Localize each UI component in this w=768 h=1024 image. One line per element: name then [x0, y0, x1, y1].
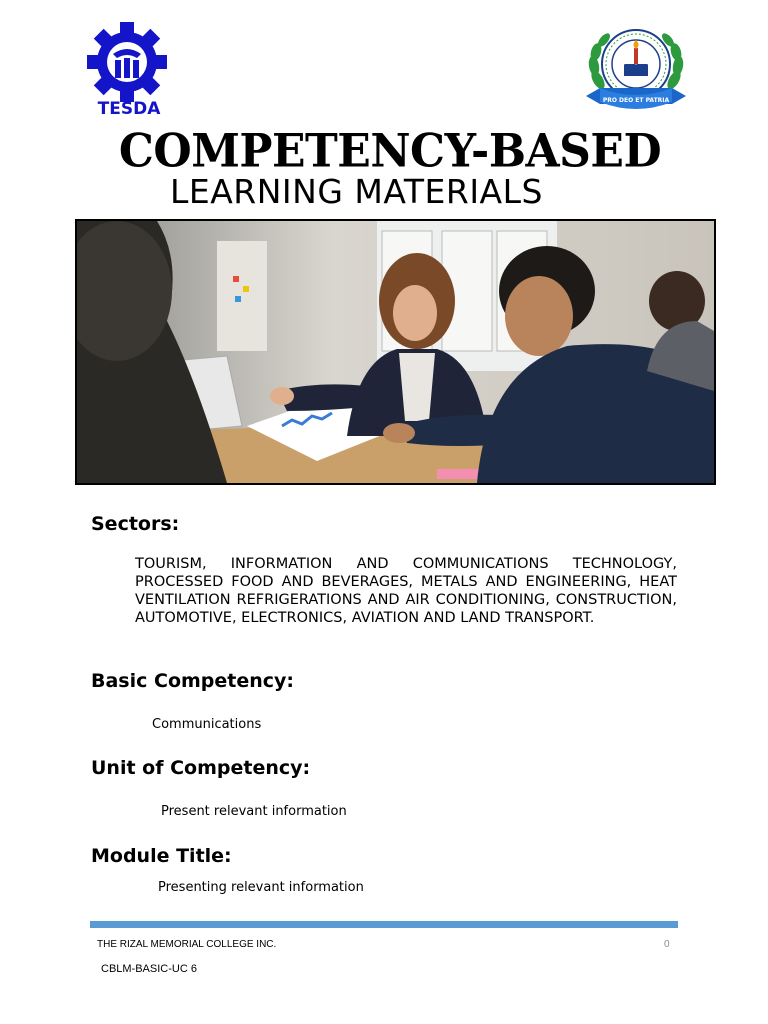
- unit-of-competency-heading: Unit of Competency:: [91, 757, 311, 779]
- sectors-heading: Sectors:: [91, 513, 180, 535]
- sectors-text: TOURISM, INFORMATION AND COMMUNICATIONS TECHNOLOGY, PROCESSED FOOD AND BEVERAGES, METALS AND ENGINEERING, HEAT VENTILATION REFRIGERATIONS AND AIR CONDITIONING, CONSTRUCTION, AUTOMOTIVE, ELECTRONICS, AVIATION AND LAND TRANSPORT.: [135, 556, 677, 626]
- document-title: COMPETENCY-BASED: [118, 124, 662, 179]
- footer-document-code: CBLM-BASIC-UC 6: [101, 963, 197, 975]
- footer-rule: [90, 921, 678, 928]
- document-subtitle: LEARNING MATERIALS: [170, 172, 543, 211]
- cover-photo: [75, 219, 716, 485]
- college-seal-logo: [580, 22, 692, 116]
- tesda-logo: [76, 22, 182, 118]
- footer-page-number: 0: [664, 939, 670, 950]
- basic-competency-heading: Basic Competency:: [91, 670, 295, 692]
- module-title-heading: Module Title:: [91, 845, 232, 867]
- module-title-value: Presenting relevant information: [158, 880, 364, 895]
- unit-of-competency-value: Present relevant information: [161, 804, 347, 819]
- tesda-logo-text: TESDA: [97, 99, 161, 118]
- footer-college-name: THE RIZAL MEMORIAL COLLEGE INC.: [97, 939, 277, 950]
- basic-competency-value: Communications: [152, 717, 262, 732]
- seal-ribbon-text: PRO DEO ET PATRIA: [602, 97, 670, 104]
